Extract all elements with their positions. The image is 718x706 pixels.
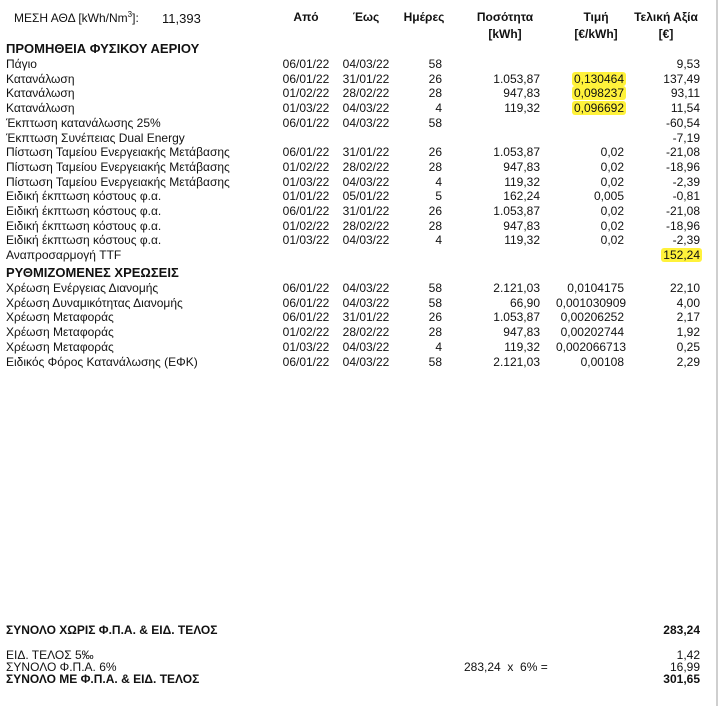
row-label — [6, 340, 276, 354]
row-to-date-text: 04/03/22 — [342, 174, 390, 189]
row-from-date-text: 01/01/22 — [282, 189, 330, 204]
row-label-text: Χρέωση Μεταφοράς — [6, 325, 114, 340]
row-price — [556, 325, 624, 339]
row-label — [6, 160, 276, 174]
row-days-text: 4 — [435, 101, 442, 116]
row-days-text: 26 — [428, 71, 442, 86]
section-title-regulated-charges: ΡΥΘΜΙΖΟΜΕΝΕΣ ΧΡΕΩΣΕΙΣ — [6, 265, 179, 280]
row-price — [556, 295, 627, 310]
row-to-date-text: 31/01/22 — [342, 204, 390, 218]
row-quantity — [460, 310, 540, 324]
row-label-text: Κατανάλωση — [6, 101, 75, 116]
row-label — [6, 86, 276, 100]
row-price — [556, 175, 624, 189]
mesi-athd-value: 11,393 — [162, 11, 201, 26]
col-header-final-value-unit: [€] — [658, 27, 674, 41]
row-price — [556, 355, 624, 369]
row-final-value-text: 1,92 — [676, 325, 700, 340]
row-price-text: 0,02 — [600, 174, 624, 189]
row-days — [396, 86, 442, 100]
row-final-value-text: 9,53 — [676, 57, 700, 71]
row-days-text: 28 — [428, 159, 442, 174]
row-quantity-text: 947,83 — [503, 159, 540, 174]
row-label — [6, 101, 276, 115]
row-to-date — [336, 310, 396, 324]
row-final-value-text: -60,54 — [665, 115, 700, 130]
row-days-text: 26 — [428, 145, 442, 160]
row-from-date-text: 01/03/22 — [282, 101, 330, 116]
row-price-text: 0,02 — [600, 159, 624, 174]
row-days — [396, 204, 442, 218]
row-final-value-text: 2,17 — [676, 310, 700, 325]
row-label-text: Κατανάλωση — [6, 71, 75, 86]
row-final-value-text: 93,11 — [670, 86, 700, 101]
row-quantity-text: 119,32 — [504, 101, 540, 116]
row-final-value-text: -7,19 — [672, 130, 700, 145]
row-price — [556, 219, 624, 233]
row-to-date-text: 05/01/22 — [342, 189, 390, 204]
row-label — [6, 57, 276, 71]
row-label — [6, 248, 276, 262]
row-label — [6, 72, 276, 86]
row-days-text: 4 — [435, 233, 442, 248]
row-price-text: 0,00202744 — [560, 325, 624, 340]
row-final-value — [620, 219, 700, 233]
row-from-date-text: 01/02/22 — [282, 325, 330, 340]
row-to-date-text: 31/01/22 — [342, 145, 390, 160]
row-to-date-text: 31/01/22 — [342, 71, 390, 86]
section-title-gas-supply: ΠΡΟΜΗΘΕΙΑ ΦΥΣΙΚΟΥ ΑΕΡΙΟΥ — [6, 41, 200, 56]
mesi-athd-label: ΜΕΣΗ ΑΘΔ [kWh/Nm$^3$]: — [14, 10, 139, 25]
row-label — [6, 325, 276, 339]
row-from-date-text: 01/02/22 — [282, 86, 330, 101]
row-final-value-text: -0,81 — [672, 189, 700, 204]
row-final-value-text: -18,96 — [665, 218, 700, 233]
row-days-text: 5 — [435, 189, 442, 204]
col-header-price-unit: [€/kWh] — [574, 27, 618, 41]
row-price-text: 0,02 — [600, 145, 624, 160]
row-price — [556, 281, 624, 295]
row-to-date-text: 28/02/22 — [342, 218, 390, 233]
row-to-date — [336, 101, 396, 115]
row-label-text: Πίστωση Ταμείου Ενεργειακής Μετάβασης — [6, 159, 230, 174]
row-final-value — [620, 355, 700, 369]
row-to-date — [336, 86, 396, 100]
row-final-value — [620, 340, 700, 354]
row-from-date — [276, 175, 336, 189]
row-days-text: 26 — [428, 204, 442, 218]
row-from-date-text: 06/01/22 — [282, 204, 330, 218]
row-to-date-text: 04/03/22 — [342, 339, 390, 354]
row-quantity-text: 119,32 — [504, 339, 540, 354]
row-final-value-text: -2,39 — [672, 233, 700, 248]
row-label — [6, 131, 276, 145]
row-final-value — [620, 325, 700, 339]
row-to-date — [336, 57, 396, 71]
row-from-date — [276, 340, 336, 354]
row-from-date — [276, 219, 336, 233]
row-label — [6, 233, 276, 247]
row-final-value — [620, 131, 700, 145]
row-quantity-text: 947,83 — [503, 86, 540, 101]
row-final-value — [620, 57, 700, 71]
row-label — [6, 204, 276, 218]
row-price-text: 0,096692 — [573, 101, 624, 116]
row-from-date — [276, 160, 336, 174]
row-price-text: 0,00108 — [580, 354, 624, 369]
row-from-date — [276, 145, 336, 159]
row-from-date — [276, 116, 336, 130]
row-final-value-text: 11,54 — [670, 101, 700, 116]
row-days-text: 58 — [428, 115, 442, 130]
row-days — [396, 219, 442, 233]
row-to-date-text: 31/01/22 — [342, 310, 390, 325]
special-fee-value: 1,42 — [676, 648, 700, 662]
col-header-quantity-unit: [kWh] — [488, 27, 522, 41]
row-days — [396, 116, 442, 130]
row-days-text: 4 — [435, 339, 442, 354]
row-price-text: 0,005 — [593, 189, 624, 204]
row-from-date — [276, 204, 336, 218]
row-quantity-text: 1.053,87 — [493, 145, 540, 160]
row-from-date-text: 06/01/22 — [282, 57, 330, 71]
row-from-date — [276, 72, 336, 86]
row-from-date-text: 01/03/22 — [282, 233, 330, 248]
row-to-date-text: 28/02/22 — [342, 325, 390, 340]
row-quantity — [460, 101, 540, 115]
row-from-date-text: 06/01/22 — [282, 310, 330, 325]
row-from-date-text: 01/03/22 — [282, 174, 330, 189]
row-label-text: Έκπτωση κατανάλωσης 25% — [6, 115, 161, 130]
subtotal-value: 283,24 — [663, 623, 700, 637]
grand-total-value: 301,65 — [663, 672, 700, 686]
row-quantity — [460, 204, 540, 218]
row-days — [396, 189, 442, 203]
row-final-value-text: 137,49 — [663, 71, 700, 86]
row-quantity — [460, 355, 540, 369]
row-label-text: Ειδική έκπτωση κόστους φ.α. — [6, 218, 162, 233]
row-final-value — [620, 175, 700, 189]
row-to-date — [336, 145, 396, 159]
row-label-text: Ειδική έκπτωση κόστους φ.α. — [6, 204, 162, 218]
row-days — [396, 57, 442, 71]
row-final-value-text: -2,39 — [672, 174, 700, 189]
row-final-value — [620, 86, 700, 100]
row-quantity-text: 162,24 — [503, 189, 540, 204]
row-final-value — [620, 116, 700, 130]
row-days-text: 4 — [435, 174, 442, 189]
row-from-date — [276, 233, 336, 247]
row-to-date-text: 04/03/22 — [342, 57, 390, 71]
row-label-text: Έκπτωση Συνέπειας Dual Energy — [6, 130, 185, 145]
special-fee-label: ΕΙΔ. ΤΕΛΟΣ 5‰ — [6, 648, 94, 662]
row-final-value — [620, 281, 700, 295]
row-from-date — [276, 281, 336, 295]
col-header-from: Από — [293, 10, 319, 24]
row-price-text: 0,02 — [600, 218, 624, 233]
row-label-text: Αναπροσαρμογή TTF — [6, 248, 122, 263]
row-label — [6, 189, 276, 203]
row-quantity — [460, 340, 540, 354]
row-final-value — [620, 233, 700, 247]
row-days-text: 28 — [428, 218, 442, 233]
col-header-days: Ημέρες — [403, 10, 445, 24]
row-final-value-text: 4,00 — [676, 295, 700, 310]
row-quantity-text: 947,83 — [503, 325, 540, 340]
row-from-date-text: 01/02/22 — [282, 218, 330, 233]
row-final-value — [620, 310, 700, 324]
row-price-text: 0,02 — [600, 233, 624, 248]
row-price — [556, 233, 624, 247]
row-to-date — [336, 355, 396, 369]
row-from-date-text: 06/01/22 — [282, 71, 330, 86]
row-final-value — [620, 145, 700, 159]
row-quantity — [460, 233, 540, 247]
row-to-date — [336, 204, 396, 218]
row-from-date — [276, 189, 336, 203]
row-label-text: Ειδική έκπτωση κόστους φ.α. — [6, 233, 162, 248]
row-price-text: 0,002066713 — [556, 339, 627, 354]
row-days — [396, 355, 442, 369]
row-label-text: Πάγιο — [6, 57, 37, 71]
row-to-date — [336, 189, 396, 203]
row-final-value — [620, 72, 700, 86]
row-label-text: Χρέωση Δυναμικότητας Διανομής — [6, 295, 183, 310]
row-days-text: 58 — [428, 281, 442, 295]
row-days — [396, 175, 442, 189]
row-quantity — [460, 86, 540, 100]
row-from-date-text: 06/01/22 — [282, 354, 330, 369]
row-price — [556, 189, 624, 203]
row-label-text: Χρέωση Μεταφοράς — [6, 310, 114, 325]
row-to-date-text: 04/03/22 — [342, 101, 390, 116]
row-quantity-text: 1.053,87 — [493, 71, 540, 86]
row-quantity-text: 2.121,03 — [493, 354, 540, 369]
row-final-value-text: 22,10 — [669, 281, 700, 295]
row-price — [556, 339, 627, 354]
row-final-value — [620, 296, 700, 310]
row-final-value — [620, 189, 700, 203]
row-to-date — [336, 281, 396, 295]
col-header-quantity: Ποσότητα — [476, 10, 534, 24]
row-label — [6, 145, 276, 159]
row-label — [6, 116, 276, 130]
row-quantity-text: 1.053,87 — [493, 204, 540, 218]
row-days — [396, 160, 442, 174]
row-to-date — [336, 233, 396, 247]
row-final-value — [620, 160, 700, 174]
row-quantity-text: 119,32 — [504, 174, 540, 189]
row-quantity — [460, 175, 540, 189]
row-days — [396, 101, 442, 115]
row-label — [6, 355, 276, 369]
row-to-date — [336, 325, 396, 339]
row-to-date — [336, 340, 396, 354]
vat-value: 16,99 — [669, 660, 700, 674]
row-final-value-text: -18,96 — [665, 159, 700, 174]
col-header-to: Έως — [352, 10, 380, 24]
row-price-text: 0,02 — [600, 204, 624, 218]
row-days — [396, 296, 442, 310]
row-price-text: 0,001030909 — [556, 295, 627, 310]
row-to-date — [336, 116, 396, 130]
row-price — [556, 86, 624, 100]
row-price-text: 0,00206252 — [560, 310, 624, 325]
row-days — [396, 310, 442, 324]
row-days-text: 26 — [428, 310, 442, 325]
row-to-date-text: 28/02/22 — [342, 159, 390, 174]
row-from-date-text: 06/01/22 — [282, 281, 330, 295]
row-from-date — [276, 86, 336, 100]
row-label-text: Πίστωση Ταμείου Ενεργειακής Μετάβασης — [6, 145, 230, 160]
row-from-date-text: 06/01/22 — [282, 145, 330, 160]
row-quantity — [460, 325, 540, 339]
col-header-final-value: Τελική Αξία — [634, 10, 698, 24]
row-to-date-text: 04/03/22 — [342, 295, 390, 310]
row-days — [396, 72, 442, 86]
row-to-date — [336, 175, 396, 189]
row-final-value-text: 152,24 — [663, 248, 700, 263]
row-to-date — [336, 72, 396, 86]
row-label-text: Χρέωση Μεταφοράς — [6, 339, 114, 354]
row-days-text: 58 — [428, 354, 442, 369]
row-quantity — [460, 72, 540, 86]
row-final-value-text: -21,08 — [665, 145, 700, 160]
row-price — [556, 160, 624, 174]
row-price — [556, 145, 624, 159]
row-to-date — [336, 219, 396, 233]
row-from-date-text: 06/01/22 — [282, 295, 330, 310]
row-label — [6, 310, 276, 324]
row-from-date-text: 01/03/22 — [282, 339, 330, 354]
row-days-text: 58 — [428, 295, 442, 310]
row-from-date — [276, 310, 336, 324]
grand-total-label: ΣΥΝΟΛΟ ΜΕ Φ.Π.Α. & ΕΙΔ. ΤΕΛΟΣ — [6, 672, 200, 686]
row-to-date-text: 04/03/22 — [342, 354, 390, 369]
row-quantity-text: 2.121,03 — [493, 281, 540, 295]
row-label-text: Ειδική έκπτωση κόστους φ.α. — [6, 189, 162, 204]
row-from-date — [276, 325, 336, 339]
row-label-text: Χρέωση Ενέργειας Διανομής — [6, 281, 159, 295]
row-days-text: 58 — [428, 57, 442, 71]
row-quantity-text: 119,32 — [504, 233, 540, 248]
row-final-value-text: 2,29 — [676, 354, 700, 369]
row-from-date-text: 06/01/22 — [282, 115, 330, 130]
col-header-price: Τιμή — [583, 10, 609, 24]
row-price — [556, 310, 624, 324]
row-days-text: 28 — [428, 86, 442, 101]
row-quantity — [460, 145, 540, 159]
row-quantity — [460, 281, 540, 295]
row-price — [556, 101, 624, 115]
row-price-text: 0,0104175 — [567, 281, 624, 295]
row-to-date — [336, 296, 396, 310]
row-label — [6, 281, 276, 295]
row-final-value — [620, 101, 700, 115]
row-quantity — [460, 219, 540, 233]
row-label-text: Ειδικός Φόρος Κατανάλωσης (ΕΦΚ) — [6, 354, 198, 369]
row-price — [556, 204, 624, 218]
row-from-date — [276, 57, 336, 71]
row-label-text: Κατανάλωση — [6, 86, 75, 101]
row-to-date — [336, 160, 396, 174]
vat-calculation: 283,24 x 6% = — [464, 660, 548, 674]
row-final-value-text: 0,25 — [676, 339, 700, 354]
row-from-date — [276, 296, 336, 310]
row-days — [396, 340, 442, 354]
row-from-date — [276, 355, 336, 369]
row-price — [556, 72, 624, 86]
row-final-value — [620, 204, 700, 218]
row-quantity-text: 1.053,87 — [493, 310, 540, 325]
row-days — [396, 233, 442, 247]
row-quantity-text: 947,83 — [503, 218, 540, 233]
row-quantity-text: 66,90 — [509, 295, 540, 310]
row-price-text: 0,098237 — [573, 86, 624, 101]
row-to-date-text: 04/03/22 — [342, 233, 390, 248]
row-days-text: 28 — [428, 325, 442, 340]
row-from-date — [276, 101, 336, 115]
row-from-date-text: 01/02/22 — [282, 159, 330, 174]
row-to-date-text: 04/03/22 — [342, 115, 390, 130]
row-days — [396, 325, 442, 339]
row-label — [6, 219, 276, 233]
vat-label: ΣΥΝΟΛΟ Φ.Π.Α. 6% — [6, 660, 117, 674]
row-to-date-text: 28/02/22 — [342, 86, 390, 101]
row-quantity — [460, 160, 540, 174]
row-quantity — [460, 189, 540, 203]
row-final-value-text: -21,08 — [665, 204, 700, 218]
row-days — [396, 145, 442, 159]
subtotal-label: ΣΥΝΟΛΟ ΧΩΡΙΣ Φ.Π.Α. & ΕΙΔ. ΤΕΛΟΣ — [6, 623, 218, 637]
row-days — [396, 281, 442, 295]
row-quantity — [460, 296, 540, 310]
row-price-text: 0,130464 — [573, 71, 624, 86]
row-label — [6, 296, 276, 310]
row-label — [6, 175, 276, 189]
row-label-text: Πίστωση Ταμείου Ενεργειακής Μετάβασης — [6, 174, 230, 189]
row-final-value — [620, 248, 700, 262]
row-to-date-text: 04/03/22 — [342, 281, 390, 295]
